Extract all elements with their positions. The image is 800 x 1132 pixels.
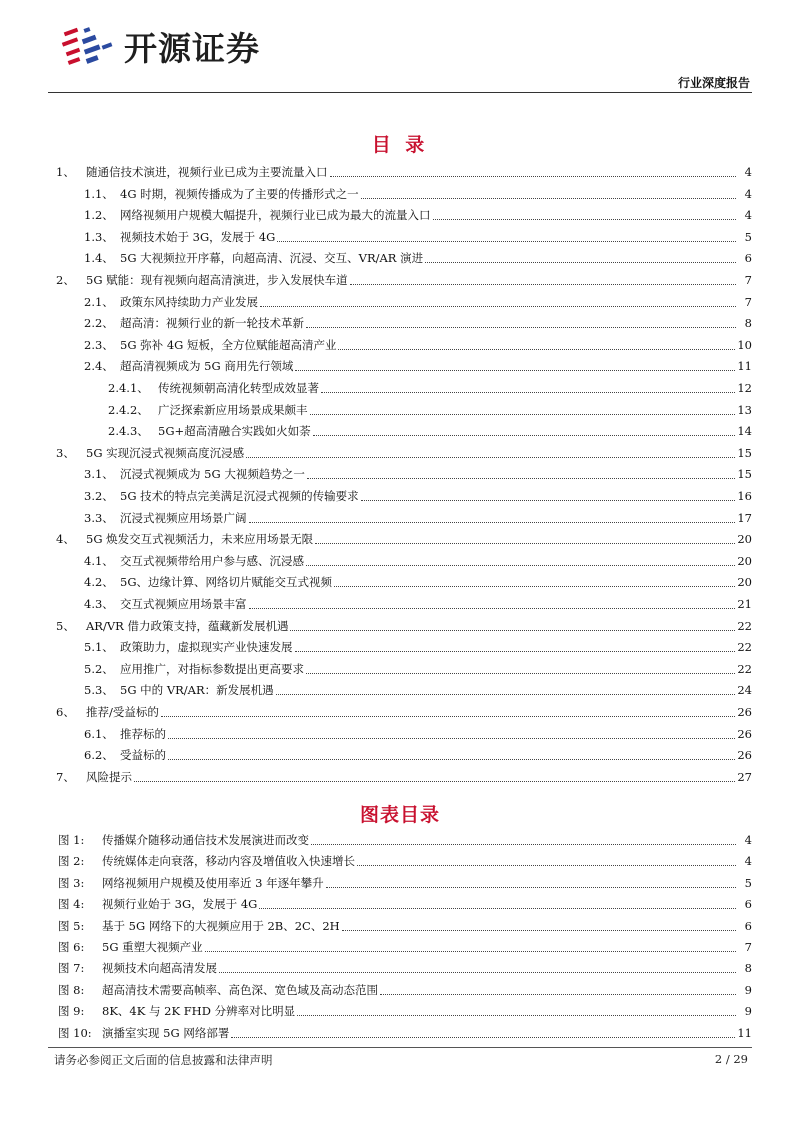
toc-entry-page: 7 (744, 273, 752, 287)
toc-entry[interactable] (84, 464, 752, 484)
toc-entry-label: 5G 焕发交互式视频活力，未来应用场景无限 (86, 532, 314, 547)
toc-entry-page: 22 (737, 618, 752, 633)
figure-entry-number: 图 8: (58, 982, 85, 997)
toc-entry[interactable] (84, 486, 752, 506)
figure-entry-label: 5G 重塑大视频产业 (102, 940, 203, 954)
toc-entry-label: 广泛探索新应用场景成果颇丰 (158, 402, 308, 417)
toc-entry-number: 3.2、 (84, 489, 114, 503)
toc-entry-label: 5G、边缘计算、网络切片赋能交互式视频 (120, 575, 333, 590)
toc-entry[interactable] (56, 702, 752, 722)
toc-entry-page: 14 (737, 424, 752, 439)
toc-entry-number: 6、 (56, 705, 75, 719)
toc-entry-page: 27 (737, 769, 752, 784)
toc-entry[interactable] (84, 724, 752, 744)
dot-leader (290, 629, 735, 631)
toc-entry-label: 随通信技术演进，视频行业已成为主要流量入口 (86, 165, 328, 179)
toc-entry-number: 1.4、 (84, 251, 114, 266)
report-type-label: 行业深度报告 (677, 76, 750, 90)
toc-entry-number: 2.4.1、 (108, 381, 149, 395)
dot-leader (297, 1014, 736, 1016)
figure-entry-label: 网络视频用户规模及使用率近 3 年逐年攀升 (102, 875, 324, 890)
figure-entry[interactable] (58, 830, 752, 850)
dot-leader (334, 585, 735, 587)
toc-entry-page: 4 (744, 186, 752, 201)
toc-entry-page: 20 (737, 532, 752, 547)
dot-leader (295, 650, 736, 652)
toc-entry[interactable] (84, 356, 752, 376)
dot-leader (161, 715, 735, 717)
dot-leader (342, 929, 736, 931)
dot-leader (246, 456, 735, 458)
brand-name: 开源证券 (124, 28, 260, 68)
dot-leader (306, 326, 736, 328)
toc-entry-number: 2.3、 (84, 337, 114, 352)
toc-entry-label: 5G 大视频拉开序幕，向超高清、沉浸、交互、VR/AR 演进 (120, 251, 424, 266)
toc-entry[interactable] (108, 378, 752, 398)
figure-entry[interactable] (58, 873, 752, 893)
toc-entry-page: 26 (737, 748, 752, 763)
dot-leader (168, 737, 735, 739)
toc-entry-page: 4 (744, 208, 752, 223)
dot-leader (277, 240, 736, 242)
toc-entry-page: 22 (737, 640, 752, 655)
toc-entry-page: 15 (737, 467, 752, 482)
toc-entry-number: 5、 (56, 618, 75, 633)
figure-entry[interactable] (58, 916, 752, 936)
dot-leader (306, 564, 735, 566)
toc-entry-page: 5 (744, 229, 752, 244)
toc-entry-label: 5G 实现沉浸式视频高度沉浸感 (86, 445, 245, 460)
toc-entry-page: 20 (737, 553, 752, 568)
toc-entry-number: 7、 (56, 769, 75, 784)
figure-entry-page: 11 (737, 1025, 752, 1040)
toc-entry-number: 1、 (56, 165, 75, 179)
figure-entry-page: 9 (744, 1004, 752, 1019)
toc-entry-page: 15 (737, 445, 752, 460)
toc-entry[interactable] (84, 313, 752, 333)
toc-entry-label: AR/VR 借力政策支持，蕴藏新发展机遇 (86, 618, 289, 633)
toc-entry-number: 2.1、 (84, 294, 114, 309)
toc-entry-number: 2.4.3、 (108, 424, 149, 439)
toc-entry-number: 5.2、 (84, 661, 114, 676)
figure-entry-page: 5 (744, 875, 752, 890)
toc-entry[interactable] (108, 400, 752, 420)
brand-logo (58, 24, 260, 68)
toc-entry-label: 传统视频朝高清化转型成效显著 (158, 381, 319, 395)
toc-entry-page: 8 (744, 316, 752, 331)
toc-entry-label: 5G+超高清融合实践如火如荼 (158, 424, 311, 439)
toc-entry[interactable] (84, 572, 752, 592)
dot-leader (249, 607, 736, 609)
toc-entry[interactable] (84, 551, 752, 571)
toc-entry-label: 政策东风持续助力产业发展 (120, 294, 258, 309)
toc-entry-page: 7 (744, 294, 752, 309)
figure-entry-label: 超高清技术需要高帧率、高色深、宽色域及高动态范围 (102, 982, 378, 997)
dot-leader (338, 348, 735, 350)
toc-entry-label: 受益标的 (120, 748, 166, 763)
dot-leader (350, 283, 736, 285)
figure-entry[interactable] (58, 958, 752, 978)
toc-entry[interactable] (84, 508, 752, 528)
toc-entry-number: 5.1、 (84, 640, 114, 655)
dot-leader (361, 499, 736, 501)
toc-entry-number: 2.4、 (84, 359, 114, 374)
toc-entry[interactable] (84, 335, 752, 355)
dot-leader (315, 542, 735, 544)
figure-entry-label: 视频行业始于 3G，发展于 4G (102, 897, 258, 912)
toc-entry-page: 10 (737, 337, 752, 352)
toc-entry-label: 5G 中的 VR/AR：新发展机遇 (120, 683, 274, 698)
toc-entry[interactable] (56, 162, 752, 182)
toc-entry[interactable] (84, 292, 752, 312)
toc-entry-number: 2、 (56, 273, 75, 287)
figure-entry-number: 图 1: (58, 833, 85, 847)
toc-entry-label: 5G 赋能：现有视频向超高清演进，步入发展快车道 (86, 273, 348, 287)
toc-entry-page: 24 (737, 683, 752, 698)
figure-entry-page: 6 (744, 918, 752, 933)
page-indicator: 2 / 29 (714, 1052, 748, 1066)
toc-entry-number: 2.4.2、 (108, 402, 149, 417)
toc-entry[interactable] (84, 659, 752, 679)
toc-entry-label: 4G 时期，视频传播成为了主要的传播形式之一 (120, 186, 359, 201)
toc-entry[interactable] (56, 270, 752, 290)
toc-entry-label: 风险提示 (86, 769, 132, 784)
toc-entry-number: 4.2、 (84, 575, 114, 590)
toc-entry-page: 26 (737, 705, 752, 719)
toc-entry[interactable] (56, 529, 752, 549)
toc-entry[interactable] (84, 637, 752, 657)
figure-entry-page: 7 (744, 940, 752, 954)
figure-entry-label: 8K、4K 与 2K FHD 分辨率对比明显 (102, 1004, 296, 1019)
dot-leader (260, 305, 736, 307)
figure-entry-label: 视频技术向超高清发展 (102, 961, 217, 976)
dot-leader (330, 175, 737, 177)
dot-leader (259, 907, 736, 909)
dot-leader (321, 391, 735, 393)
toc-entry[interactable] (56, 767, 752, 787)
figure-entry-page: 8 (744, 961, 752, 976)
toc-entry-page: 21 (737, 597, 752, 611)
toc-entry-label: 交互式视频带给用户参与感、沉浸感 (120, 553, 304, 568)
dot-leader (357, 864, 736, 866)
toc-entry-label: 5G 弥补 4G 短板，全方位赋能超高清产业 (120, 337, 337, 352)
figure-entry-label: 演播室实现 5G 网络部署 (102, 1025, 230, 1040)
toc-entry-page: 16 (737, 489, 752, 503)
toc-entry[interactable] (56, 616, 752, 636)
dot-leader (326, 886, 736, 888)
figure-entry-page: 4 (744, 854, 752, 869)
figure-entry-label: 传播媒介随移动通信技术发展演进而改变 (102, 833, 309, 847)
figure-entry[interactable] (58, 1023, 752, 1043)
dot-leader (249, 521, 736, 523)
toc-entry-number: 3、 (56, 445, 75, 460)
toc-entry[interactable] (84, 745, 752, 765)
toc-entry[interactable] (108, 421, 752, 441)
dot-leader (310, 413, 736, 415)
figure-entry-number: 图 10: (58, 1025, 92, 1040)
kaiyuan-logo-icon (58, 24, 120, 68)
toc-entry-page: 6 (744, 251, 752, 266)
figure-entry-label: 基于 5G 网络下的大视频应用于 2B、2C、2H (102, 918, 340, 933)
toc-entry-label: 推荐/受益标的 (86, 705, 159, 719)
toc-entry[interactable] (84, 184, 752, 204)
figure-entry-number: 图 3: (58, 875, 85, 890)
toc-title: 目 录 (371, 134, 429, 156)
figure-entry-page: 4 (744, 833, 752, 847)
figure-entry-number: 图 7: (58, 961, 85, 976)
figure-entry-number: 图 2: (58, 854, 85, 869)
toc-entry-number: 1.3、 (84, 229, 114, 244)
dot-leader (380, 993, 736, 995)
figure-entry[interactable] (58, 937, 752, 957)
header-divider (48, 92, 752, 93)
toc-entry-label: 推荐标的 (120, 726, 166, 741)
toc-entry-number: 3.3、 (84, 510, 114, 525)
toc-entry-label: 应用推广，对指标参数提出更高要求 (120, 661, 304, 676)
footer-divider (48, 1047, 752, 1048)
toc-entry-number: 5.3、 (84, 683, 114, 698)
toc-entry-number: 3.1、 (84, 467, 114, 482)
toc-entry[interactable] (84, 205, 752, 225)
toc-entry-label: 沉浸式视频应用场景广阔 (120, 510, 247, 525)
figure-entry-label: 传统媒体走向衰落，移动内容及增值收入快速增长 (102, 854, 355, 869)
toc-entry-number: 2.2、 (84, 316, 114, 331)
figure-entry-number: 图 5: (58, 918, 85, 933)
dot-leader (134, 780, 735, 782)
figure-entry-number: 图 6: (58, 940, 85, 954)
toc-entry-number: 6.2、 (84, 748, 114, 763)
toc-entry-number: 1.1、 (84, 186, 114, 201)
figure-entry[interactable] (58, 1001, 752, 1021)
dot-leader (205, 950, 736, 952)
dot-leader (295, 369, 735, 371)
toc-entry-number: 1.2、 (84, 208, 114, 223)
figure-entry-page: 6 (744, 897, 752, 912)
figure-entry[interactable] (58, 851, 752, 871)
dot-leader (276, 693, 736, 695)
figure-entry-page: 9 (744, 982, 752, 997)
toc-entry-page: 17 (737, 510, 752, 525)
toc-entry-page: 20 (737, 575, 752, 590)
toc-entry-label: 网络视频用户规模大幅提升，视频行业已成为最大的流量入口 (120, 208, 431, 223)
toc-entry-label: 超高清：视频行业的新一轮技术革新 (120, 316, 304, 331)
dot-leader (425, 261, 736, 263)
toc-entry-number: 4、 (56, 532, 75, 547)
footer-disclaimer: 请务必参阅正文后面的信息披露和法律声明 (54, 1053, 273, 1067)
toc-entry-page: 11 (737, 359, 752, 374)
toc-entry-label: 视频技术始于 3G，发展于 4G (120, 229, 276, 244)
toc-entry-page: 13 (737, 402, 752, 417)
toc-entry[interactable] (84, 594, 752, 614)
figure-entry[interactable] (58, 980, 752, 1000)
dot-leader (311, 843, 736, 845)
toc-entry-label: 5G 技术的特点完美满足沉浸式视频的传输要求 (120, 489, 359, 503)
dot-leader (313, 434, 736, 436)
figure-entry-number: 图 4: (58, 897, 85, 912)
toc-entry-number: 4.1、 (84, 553, 114, 568)
toc-entry-page: 22 (737, 661, 752, 676)
toc-entry-label: 交互式视频应用场景丰富 (120, 597, 247, 611)
toc-entry-number: 6.1、 (84, 726, 114, 741)
dot-leader (361, 197, 736, 199)
toc-entry[interactable] (84, 680, 752, 700)
figures-title: 图表目录 (359, 804, 440, 826)
toc-entry[interactable] (84, 227, 752, 247)
dot-leader (219, 971, 736, 973)
dot-leader (231, 1036, 735, 1038)
figure-entry[interactable] (58, 894, 752, 914)
toc-entry[interactable] (56, 443, 752, 463)
toc-entry-label: 沉浸式视频成为 5G 大视频趋势之一 (120, 467, 305, 482)
figure-entry-number: 图 9: (58, 1004, 85, 1019)
dot-leader (433, 218, 737, 220)
dot-leader (307, 477, 736, 479)
toc-entry[interactable] (84, 248, 752, 268)
toc-entry-page: 4 (744, 165, 752, 179)
toc-entry-page: 26 (737, 726, 752, 741)
toc-entry-page: 12 (737, 381, 752, 395)
toc-entry-label: 政策助力，虚拟现实产业快速发展 (120, 640, 293, 655)
dot-leader (306, 672, 735, 674)
toc-entry-number: 4.3、 (84, 597, 114, 611)
toc-entry-label: 超高清视频成为 5G 商用先行领域 (120, 359, 294, 374)
dot-leader (168, 758, 735, 760)
